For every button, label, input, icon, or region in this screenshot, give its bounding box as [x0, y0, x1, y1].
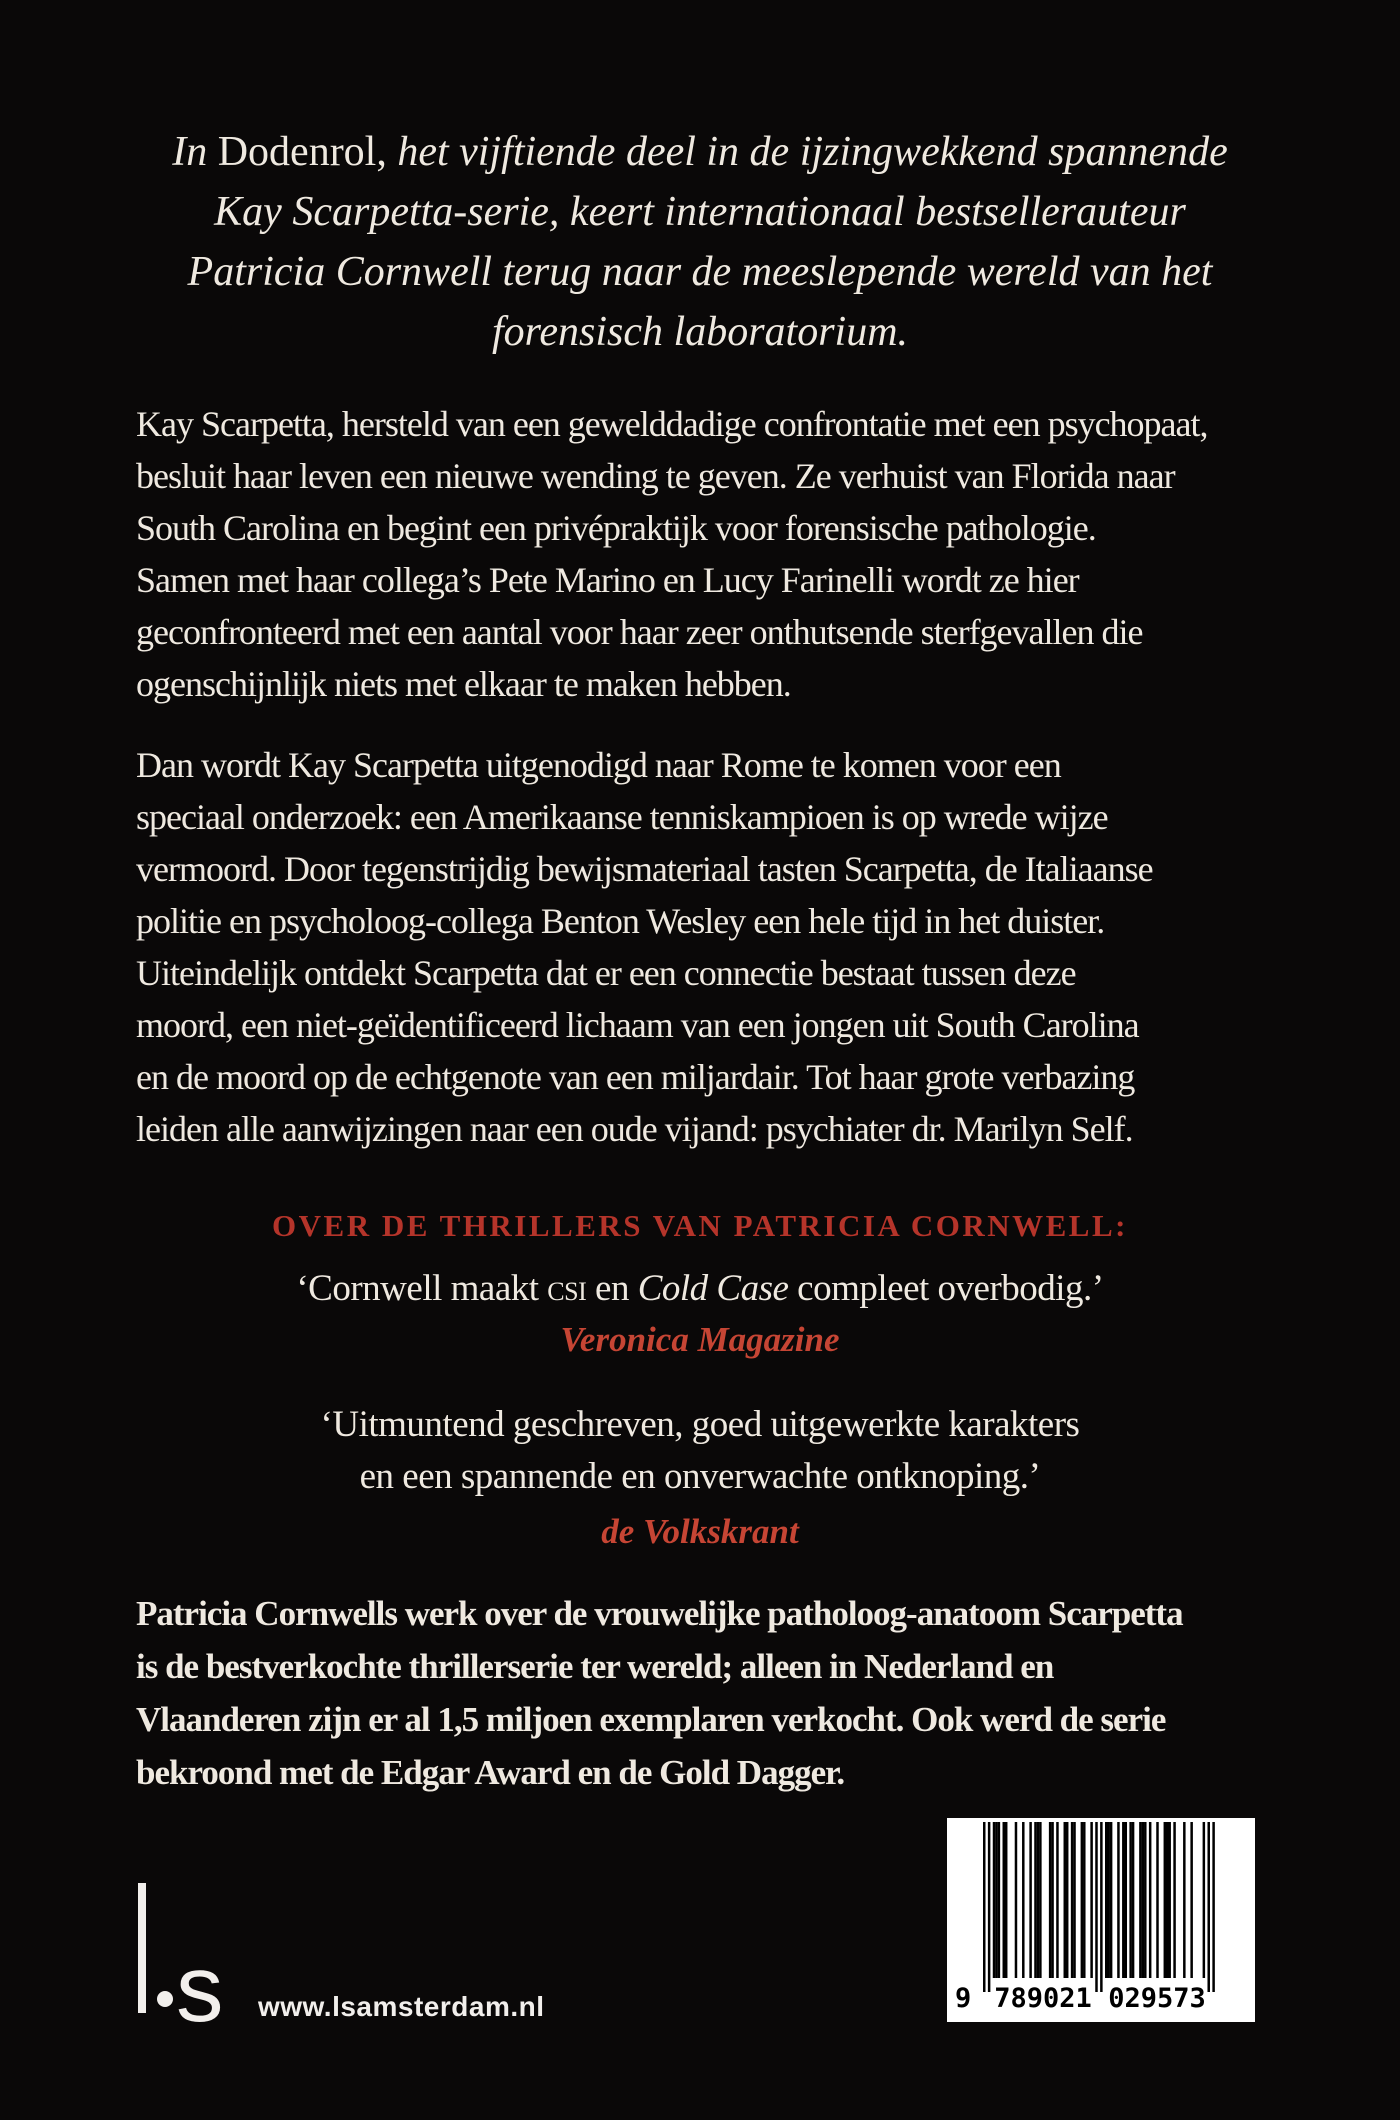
synopsis-paragraph-1 — [136, 398, 1316, 710]
text-line: besluit haar leven een nieuwe wending te geven. Ze verhuist van Florida naar — [136, 456, 1175, 496]
quote-smallcaps-csi: csi — [547, 1268, 587, 1309]
quote-text: ‘Cornwell maakt — [296, 1268, 548, 1309]
text-line: moord, een niet-geïdentificeerd lichaam van een jongen uit South Carolina — [136, 1005, 1139, 1045]
author-bio-paragraph — [136, 1587, 1316, 1799]
isbn-prefix-digit: 9 — [955, 1983, 972, 2014]
logo-letter-l-bar — [138, 1883, 146, 2013]
intro-blurb — [0, 122, 1400, 362]
text-line: geconfronteerd met een aantal voor haar zeer onthutsende sterfgevallen die — [136, 612, 1143, 652]
text-line: en de moord op de echtgenote van een miljardair. Tot haar grote verbazing — [136, 1057, 1135, 1097]
press-quote-2 — [0, 1399, 1400, 1503]
quote-text: compleet overbodig.’ — [788, 1268, 1104, 1309]
intro-line — [0, 122, 1400, 182]
text-line: Samen met haar collega’s Pete Marino en Lucy Farinelli wordt ze hier — [136, 560, 1079, 600]
text-line: Patricia Cornwells werk over de vrouwelijke patholoog-anatoom Scarpetta — [136, 1594, 1183, 1633]
intro-line: Patricia Cornwell terug naar de meeslepende wereld van het — [187, 249, 1213, 295]
text-line: Vlaanderen zijn er al 1,5 miljoen exemplaren verkocht. Ook werd de serie — [136, 1700, 1166, 1739]
intro-text: het vijftiende deel in de ijzingwekkend spannende — [386, 129, 1228, 175]
press-heading: OVER DE THRILLERS VAN PATRICIA CORNWELL: — [272, 1208, 1128, 1243]
isbn-group-1: 789021 — [994, 1983, 1092, 2014]
intro-line: forensisch laboratorium. — [491, 309, 909, 355]
text-line: bekroond met de Edgar Award en de Gold Dagger. — [136, 1753, 845, 1792]
synopsis-paragraph-2 — [136, 739, 1316, 1155]
intro-line: Kay Scarpetta-serie, keert internationaal bestsellerauteur — [214, 189, 1186, 235]
isbn-barcode — [947, 1818, 1255, 2022]
text-line: is de bestverkochte thrillerserie ter wereld; alleen in Nederland en — [136, 1647, 1054, 1686]
text-line: politie en psycholoog-collega Benton Wesley een hele tijd in het duister. — [136, 901, 1105, 941]
quote-line: ‘Uitmuntend geschreven, goed uitgewerkte karakters — [320, 1404, 1080, 1445]
book-title: Dodenrol, — [217, 129, 387, 175]
text-line: Dan wordt Kay Scarpetta uitgenodigd naar Rome te komen voor een — [136, 745, 1061, 785]
press-quote-1 — [0, 1263, 1400, 1315]
logo-letter-s: s — [176, 1936, 224, 2042]
press-quote-1-source: Veronica Magazine — [560, 1320, 840, 1359]
quote-italic-title: Cold Case — [637, 1268, 789, 1309]
text-line: vermoord. Door tegenstrijdig bewijsmateriaal tasten Scarpetta, de Italiaanse — [136, 849, 1153, 889]
quote-line: en een spannende en onverwachte ontknoping.’ — [359, 1456, 1041, 1497]
isbn-group-2: 029573 — [1108, 1983, 1206, 2014]
text-line: South Carolina en begint een privépraktijk voor forensische pathologie. — [136, 508, 1096, 548]
text-line: speciaal onderzoek: een Amerikaanse tenniskampioen is op wrede wijze — [136, 797, 1108, 837]
quote-text: en — [586, 1268, 638, 1309]
logo-dot — [157, 1991, 173, 2007]
text-line: Kay Scarpetta, hersteld van een gewelddadige confrontatie met een psychopaat, — [136, 404, 1208, 444]
publisher-website: www.lsamsterdam.nl — [258, 1991, 545, 2022]
press-quote-2-source: de Volkskrant — [601, 1512, 799, 1551]
intro-text: In — [172, 129, 218, 175]
text-line: Uiteindelijk ontdekt Scarpetta dat er een connectie bestaat tussen deze — [136, 953, 1076, 993]
text-line: ogenschijnlijk niets met elkaar te maken hebben. — [136, 664, 791, 704]
text-line: leiden alle aanwijzingen naar een oude vijand: psychiater dr. Marilyn Self. — [136, 1109, 1133, 1149]
